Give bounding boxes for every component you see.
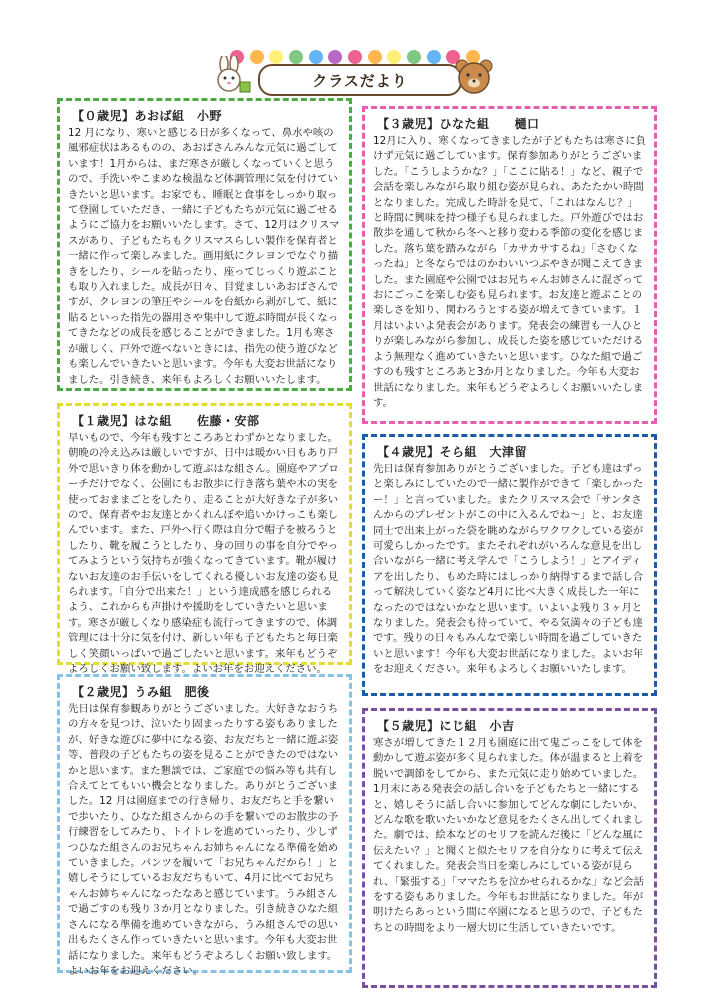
class-report-title: 【０歳児】あおば組 小野 [72, 109, 223, 123]
flower-icon [309, 50, 323, 64]
flower-icon [328, 50, 342, 64]
class-report-sora [362, 434, 657, 696]
bear-illustration-icon [448, 56, 500, 98]
flower-icon [368, 50, 382, 64]
flower-garland [230, 50, 480, 64]
flower-icon [387, 50, 401, 64]
class-report-body: 早いもので、今年も残すところあとわずかとなりました。朝晩の冷え込みは厳しいですが、日中は暖かい日もあり戸外で思いきり体を動かして遊ぶはな組さん。園庭やアプローチだけでなく、公園にもお散歩に行き落ち葉や木の実を使っておままごとをしたり、走ることが大好きな子が多いので、保育者やお友達とかくれんぼや追いかけっこも楽しんでいます。また、戸外へ行く際は自分で帽子を被ろうとしたり、靴を履こうとしたり、身の回りの事を自分でやってみようという気持ちが強くなってきています。靴が履けないお友達のお手伝いをしてくれる優しいお友達の姿も見られます。「自分で出来た！」という達成感を感じられるよう、これからも声掛けや援助をしていきたいと思います。寒さが厳しくなり感染症も流行ってきますので、体調管理には十分に気を付け、新しい年も子どもたちと毎日楽しく笑顔いっぱいで過ごしたいと思います。来年もどうぞよろしくお願い致します。よいお年をお迎えください。 [68, 432, 339, 676]
newsletter-header [210, 50, 500, 98]
class-report-title: 【１歳児】はな組 佐藤・安部 [72, 414, 260, 428]
class-report-title: 【４歳児】そら組 大津留 [377, 445, 528, 459]
class-report-body: 12月に入り、寒くなってきましたが子どもたちは寒さに負けず元気に過ごしています。保育参加ありがとうございました。「こうしようかな？」「ここに貼る！」など、親子で会話を楽しみながら取り組む姿が見られ、あたたかい時間となりました。完成した時計を見て、「これはなんじ？」と時間に興味を持つ様子も見られました。戸外遊びではお散歩を通して秋から冬へと移り変わる季節の変化を感じました。落ち葉を踏みながら「カサカサするね」「さむくなったね」と冬ならではのかわいいつぶやきが聞こえてきました。また園庭や公園ではお兄ちゃんお姉さんに混ざっておにごっこを楽しむ姿も見られます。お友達と遊ぶことの楽しさを知り、関わろうとする姿が増えてきています。１月はいよいよ発表会があります。発表会の練習も一人ひとりが楽しみながら参加し、成長した姿を感じていただけるよう無理なく進めていきたいと思います。ひなた組で過ごすのも残すところあと3か月となりました。今年も大変お世話になりました。来年もどうぞよろしくお願いいたします。 [373, 135, 646, 409]
class-report-body: 先日は保育参加ありがとうございました。子ども達はずっと楽しみにしていたので一緒に製作ができて「楽しかったー！」と言っていました。またクリスマス会で「サンタさんからのプレゼントがこの中に入るんでね～」と、お友達同士で出来上がった袋を眺めながらワクワクしている姿が可愛らしかったです。またそれぞれがいろんな意見を出し合いながら一緒に考え学んで「こうしよう！」とアイディアを出したり、もめた時にはしっかり納得するまで話し合って解決していく姿など4月に比べ大きく成長した一年になったのではないかなと思います。いよいよ残り３ヶ月となりました。発表会も待っていて、やる気満々の子ども達です。残りの日々もみんなで楽しい時間を過ごしていきたいと思います！今年も大変お世話になりました。よいお年をお迎えください。来年もよろしくお願いいたします。 [373, 463, 644, 676]
class-report-body: 先日は保育参観ありがとうございました。大好きなおうちの方々を見つけ、泣いたり固まったりする姿もありましたが、好きな遊びに夢中になる姿、お友だちと一緒に遊ぶ姿等、普段の子どもたちの姿を見ることができたのではないかと思います。また懇談では、ご家庭での悩み等も共有し合えてとてもいい機会となりました。ありがとうございました。12 月は園庭までの行き帰り、お友だちと手を繋いで歩いたり、ひなた組さんからの手を繋いでのお散歩の予行練習をしてみたり、トイトレを進めていったり、少しずつひなた組さんのお兄ちゃんお姉ちゃんになる準備を始めていきました。パンツを履いて「お兄ちゃんだから！」と嬉しそうにしているお友だちもいて、4月に比べてお兄ちゃんお姉ちゃんになったなあと感じています。うみ組さんで過ごすのも残り３か月となりました。引き続きひなた組さんになる準備を進めていきながら、うみ組さんでの思い出もたくさん作っていきたいと思います。今年も大変お世話になりました。来年もどうぞよろしくお願い致します。よいお年をお迎えください。 [68, 703, 339, 977]
class-report-hana [57, 403, 352, 676]
bunny-illustration-icon [210, 56, 254, 96]
page-title: クラスだより [312, 71, 408, 90]
class-report-body: 寒さが増してきた１２月も園庭に出て鬼ごっこをして体を動かして遊ぶ姿が多く見られました。体が温まると上着を脱いで調節をしてから、また元気に走り始めていました。1月末にある発表会の話し合いを子どもたちと一緒にすると、嬉しそうに話し合いに参加してどんな劇にしたいか、どんな歌を歌いたいかなど意見をたくさん出してくれました。劇では、絵本などのセリフを読んだ後に「どんな風に伝えたい？」と聞くと似たセリフを自分なりに考えて伝えてくれました。発表会当日を楽しみにしている姿が見られ、「緊張する」「ママたちを泣かせられるかな」など会話をする姿もありました。今年もお世話になりました。年が明けたらあっという間に卒園になると思うので、子どもたちとの時間をより一層大切に生活していきたいです。 [373, 737, 644, 934]
class-report-body: 12 月になり、寒いと感じる日が多くなって、鼻水や咳の風邪症状はあるものの、あおばさんみんな元気に過ごしています！1月からは、まだ寒さが厳しくなっていくと思うので、手洗いやこまめな検温など体調管理に気を付けていきたいと思います。お家でも、睡眠と食事をしっかり取って登園していただき、一緒に子どもたちが元気に過ごせるようにご協力をお願いいたします。さて、12月はクリスマスがあり、子どもたちもクリスマスらしい製作を保育者と一緒に作って楽しみました。画用紙にクレヨンでなぐり描きをしたり、シールを貼ったり、座ってじっくり遊ぶことも取り入れました。成長が日々、目覚ましいあおばさんですが、クレヨンの筆圧やシールを台紙から剥がして、紙に貼るといった指先の器用さや集中して遊ぶ時間が長くなってきたなどの成長を感じることができました。1月も寒さが厳しく、戸外で遊べないときには、指先の使う遊びなども楽しんでいきたいと思います。今年も大変お世話になりました。引き続き、来年もよろしくお願いいたします。 [68, 127, 340, 386]
class-report-title: 【３歳児】ひなた組 樋口 [377, 117, 540, 131]
class-report-umi [57, 674, 352, 977]
class-report-aoba [57, 98, 352, 391]
class-report-niji [362, 708, 657, 988]
class-report-title: 【２歳児】うみ組 肥後 [72, 685, 210, 699]
class-report-title: 【５歳児】にじ組 小吉 [377, 719, 515, 733]
flower-icon [269, 50, 283, 64]
flower-icon [427, 50, 441, 64]
flower-icon [407, 50, 421, 64]
flower-icon [289, 50, 303, 64]
class-report-hinata [362, 106, 657, 424]
newsletter-title-banner [258, 64, 462, 96]
flower-icon [348, 50, 362, 64]
